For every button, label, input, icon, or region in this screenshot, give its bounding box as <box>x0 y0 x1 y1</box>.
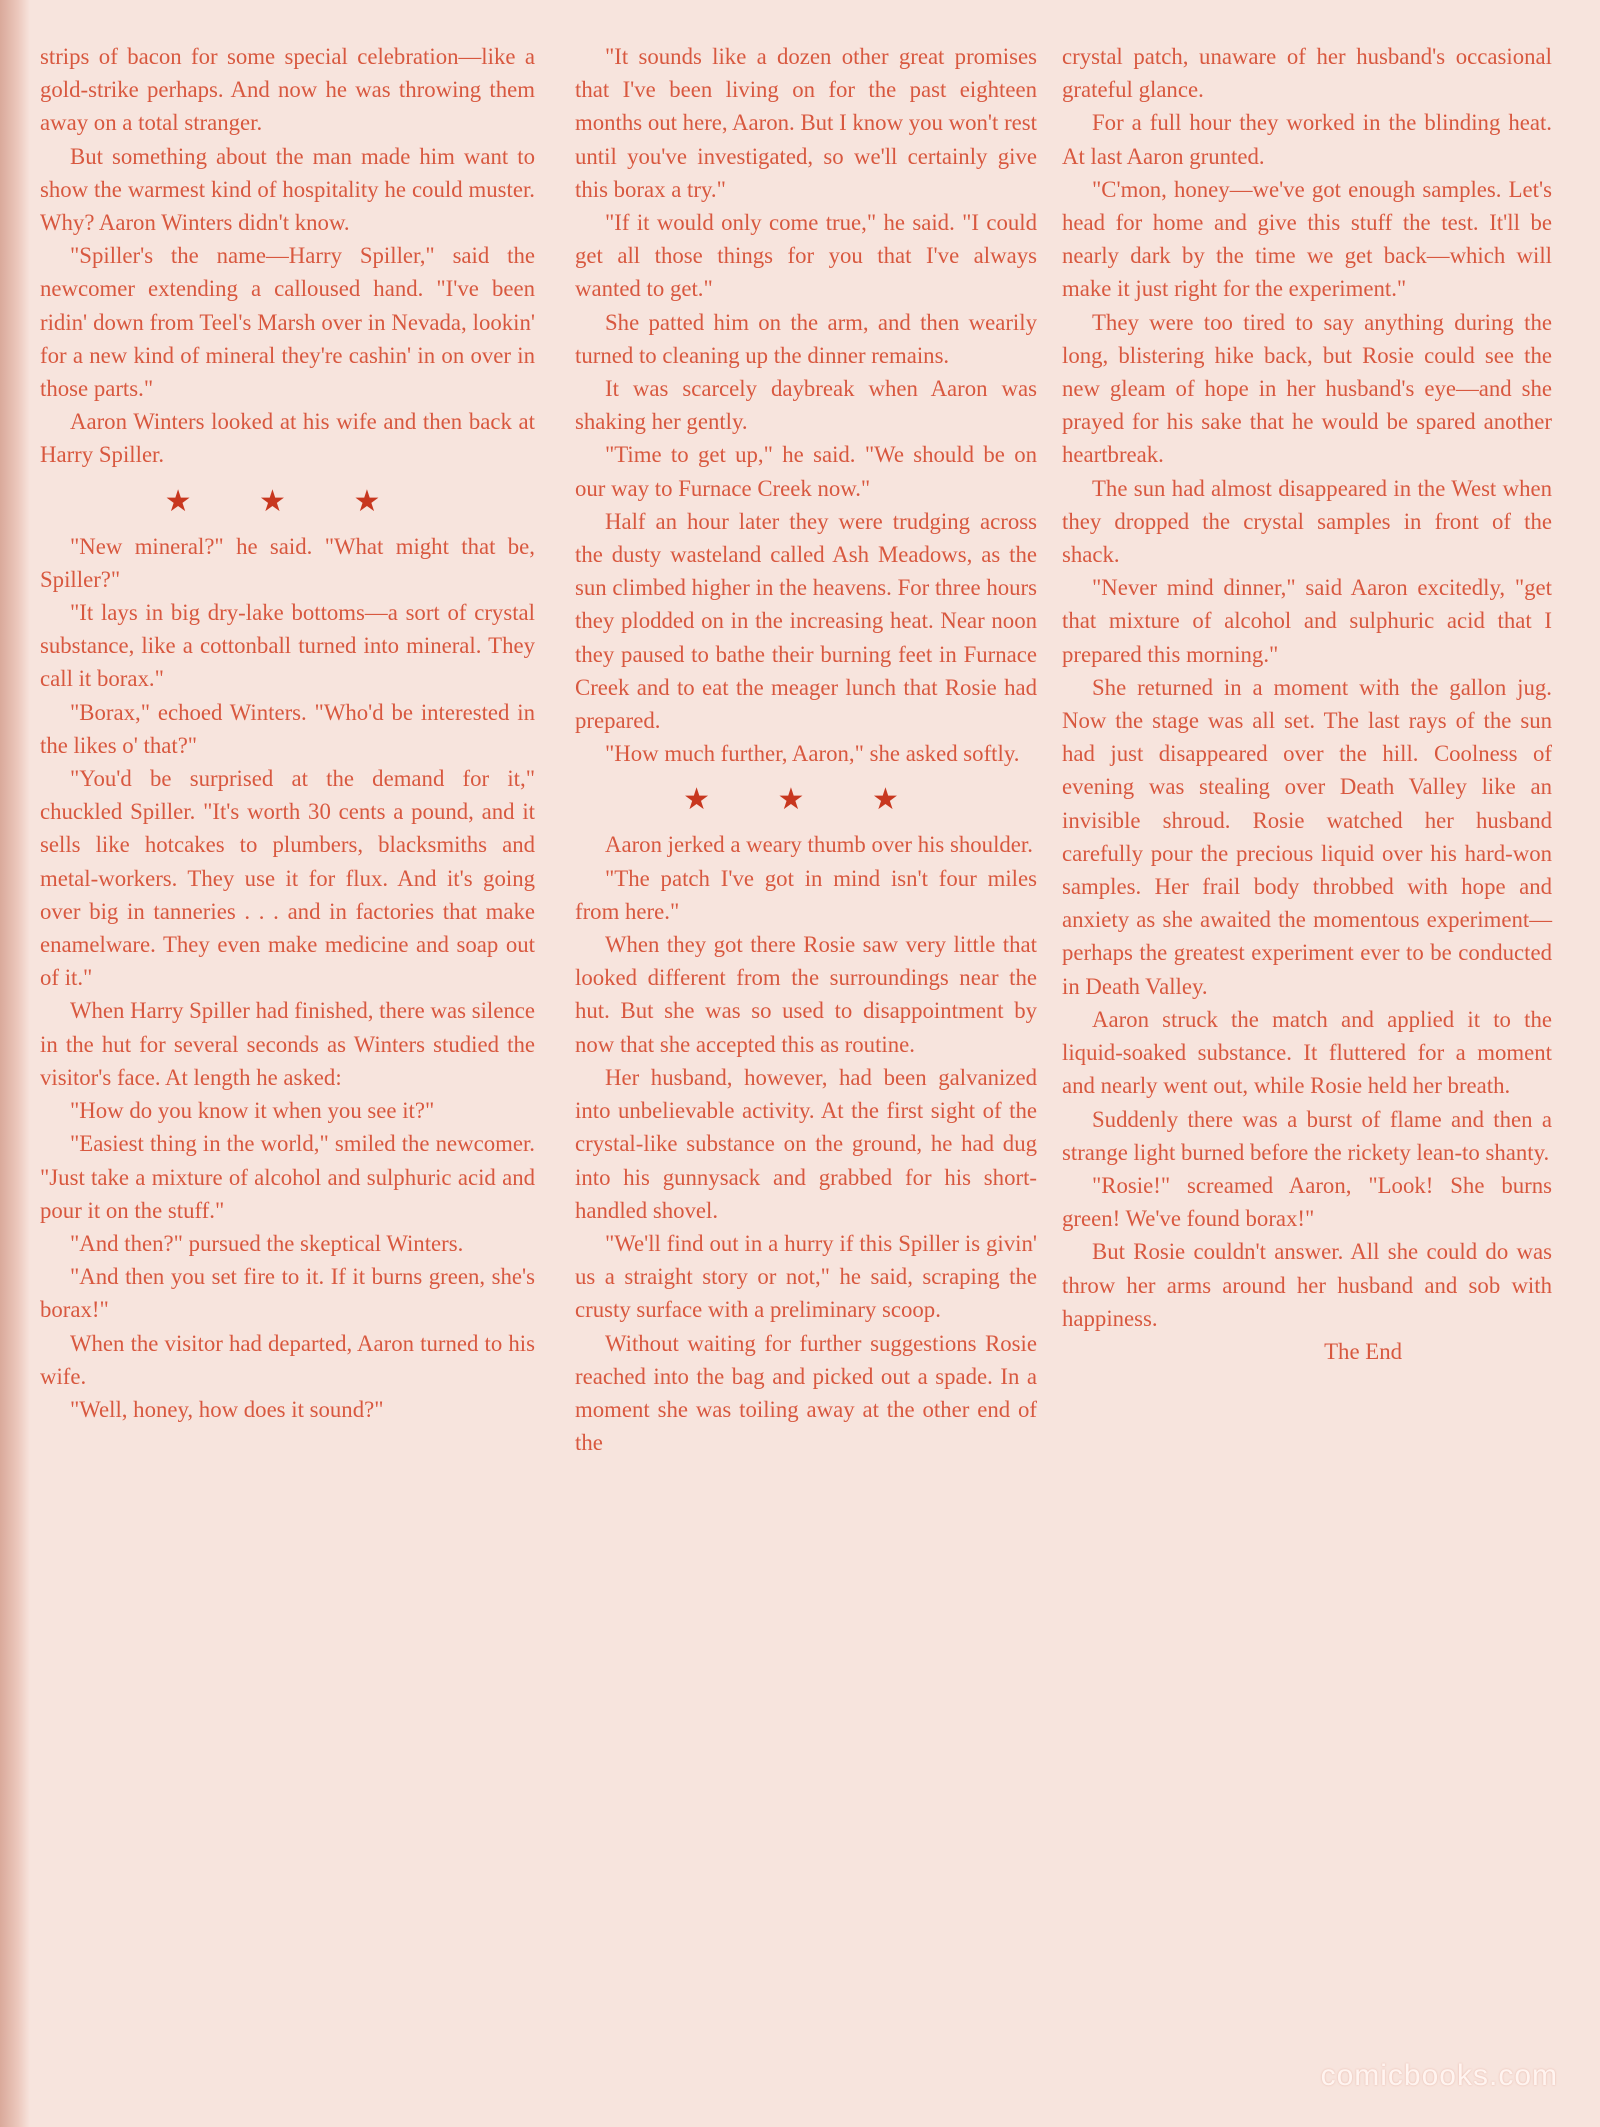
paragraph: "Time to get up," he said. "We should be on our way to Furnace Creek now." <box>575 442 1037 501</box>
paragraph: "It lays in big dry-lake bottoms—a sort of crystal substance, like a cottonball turned into mineral. They call it borax." <box>40 600 535 692</box>
paragraph: "If it would only come true," he said. "I could get all those things for you that I've always wanted to get." <box>575 210 1037 302</box>
paragraph: crystal patch, unaware of her husband's occasional grateful glance. <box>1062 44 1552 103</box>
paragraph: The sun had almost disappeared in the West when they dropped the crystal samples in front of the shack. <box>1062 475 1552 568</box>
paragraph: "And then?" pursued the skeptical Winters. <box>70 1230 464 1256</box>
paragraph: "New mineral?" he said. "What might that be, Spiller?" <box>40 533 535 592</box>
paragraph: She returned in a moment with the gallon jug. Now the stage was all set. The last rays of the sun had just disappeared over the hill. Coolness of evening was stealing over Death Valley like an invisible shroud. Rosie watched her husband carefully pour the precious liquid over his hard-won samples. Her frail body throbbed with hope and anxiety as she awaited the momentous experiment—perhaps the greatest experiment ever to be conducted in Death Valley. <box>1062 674 1552 999</box>
paragraph: "Spiller's the name—Harry Spiller," said the newcomer extending a calloused hand. "I've been ridin' down from Teel's Marsh over in Nevada, lookin' for a new kind of mineral they're cashin' in on over in those parts." <box>40 243 535 402</box>
paragraph: Aaron jerked a weary thumb over his shoulder. <box>605 832 1033 858</box>
source-watermark: comicbooks.com <box>1320 2059 1558 2092</box>
paragraph: When Harry Spiller had finished, there was silence in the hut for several seconds as Winters studied the visitor's face. At length he asked: <box>40 998 535 1090</box>
paragraph: When the visitor had departed, Aaron turned to his wife. <box>40 1330 535 1389</box>
paragraph: "How do you know it when you see it?" <box>70 1098 435 1124</box>
paragraph: "How much further, Aaron," she asked softly. <box>605 741 1020 767</box>
paragraph: Aaron Winters looked at his wife and then back at Harry Spiller. <box>40 409 535 468</box>
paragraph: Suddenly there was a burst of flame and then a strange light burned before the rickety lean-to shanty. <box>1062 1106 1552 1165</box>
paragraph: "Easiest thing in the world," smiled the newcomer. "Just take a mixture of alcohol and sulphuric acid and pour it on the stuff." <box>40 1131 535 1223</box>
paragraph: They were too tired to say anything during the long, blistering hike back, but Rosie could see the new gleam of hope in her husband's eye—and she prayed for his sake that he would be spared another heartbreak. <box>1062 309 1552 468</box>
paragraph: When they got there Rosie saw very little that looked different from the surroundings near the hut. But she was so used to disappointment by now that she accepted this as routine. <box>575 932 1037 1057</box>
section-divider-stars: ★ ★ ★ <box>164 484 411 518</box>
paragraph: "It sounds like a dozen other great promises that I've been living on for the past eighteen months out here, Aaron. But I know you won't rest until you've investigated, so we'll certainly give this borax a try." <box>575 44 1037 202</box>
binding-shadow <box>0 0 30 2127</box>
paragraph: "Rosie!" screamed Aaron, "Look! She burns green! We've found borax!" <box>1062 1172 1552 1232</box>
paragraph: But something about the man made him want to show the warmest kind of hospitality he could muster. Why? Aaron Winters didn't know. <box>40 143 535 236</box>
the-end-label: The End <box>1324 1338 1402 1364</box>
paragraph: Aaron struck the match and applied it to the liquid-soaked substance. It fluttered for a moment and nearly went out, while Rosie held her breath. <box>1062 1006 1552 1099</box>
paragraph: Her husband, however, had been galvanized into unbelievable activity. At the first sight of the crystal-like substance on the ground, he had dug into his gunnysack and grabbed for his short-handled shovel. <box>575 1064 1037 1223</box>
paragraph: "And then you set fire to it. If it burns green, she's borax!" <box>40 1264 535 1323</box>
paragraph: "The patch I've got in mind isn't four miles from here." <box>575 865 1037 924</box>
paragraph: Without waiting for further suggestions Rosie reached into the bag and picked out a spade. In a moment she was toiling away at the other end of the <box>575 1330 1037 1456</box>
paragraph: She patted him on the arm, and then wearily turned to cleaning up the dinner remains. <box>575 309 1037 368</box>
paragraph: strips of bacon for some special celebration—like a gold-strike perhaps. And now he was throwing them away on a total stranger. <box>40 44 535 136</box>
text-column-2 <box>575 40 1037 1459</box>
paragraph: "Never mind dinner," said Aaron excitedly, "get that mixture of alcohol and sulphuric acid that I prepared this morning." <box>1062 575 1552 667</box>
paragraph: "Well, honey, how does it sound?" <box>70 1396 384 1422</box>
paragraph: But Rosie couldn't answer. All she could do was throw her arms around her husband and sob with happiness. <box>1062 1239 1552 1331</box>
text-column-1 <box>40 40 535 1426</box>
paragraph: It was scarcely daybreak when Aaron was shaking her gently. <box>575 376 1037 435</box>
section-divider-stars: ★ ★ ★ <box>683 783 929 817</box>
paragraph: "Borax," echoed Winters. "Who'd be interested in the likes o' that?" <box>40 699 535 758</box>
text-column-3 <box>1062 40 1552 1368</box>
paragraph: "C'mon, honey—we've got enough samples. Let's head for home and give this stuff the test. It'll be nearly dark by the time we get back—which will make it just right for the experiment." <box>1062 176 1552 302</box>
paragraph: "You'd be surprised at the demand for it," chuckled Spiller. "It's worth 30 cents a pound, and it sells like hotcakes to plumbers, blacksmiths and metal-workers. They use it for flux. And it's going over big in tanneries . . . and in factories that make enamelware. They even make medicine and soap out of it." <box>40 766 535 991</box>
paragraph: Half an hour later they were trudging across the dusty wasteland called Ash Meadows, as the sun climbed higher in the heavens. For three hours they plodded on in the increasing heat. Near noon they paused to bathe their burning feet in Furnace Creek and to eat the meager lunch that Rosie had prepared. <box>575 508 1037 734</box>
paragraph: For a full hour they worked in the blinding heat. At last Aaron grunted. <box>1062 110 1552 169</box>
paragraph: "We'll find out in a hurry if this Spiller is givin' us a straight story or not," he said, scraping the crusty surface with a preliminary scoop. <box>575 1230 1037 1323</box>
